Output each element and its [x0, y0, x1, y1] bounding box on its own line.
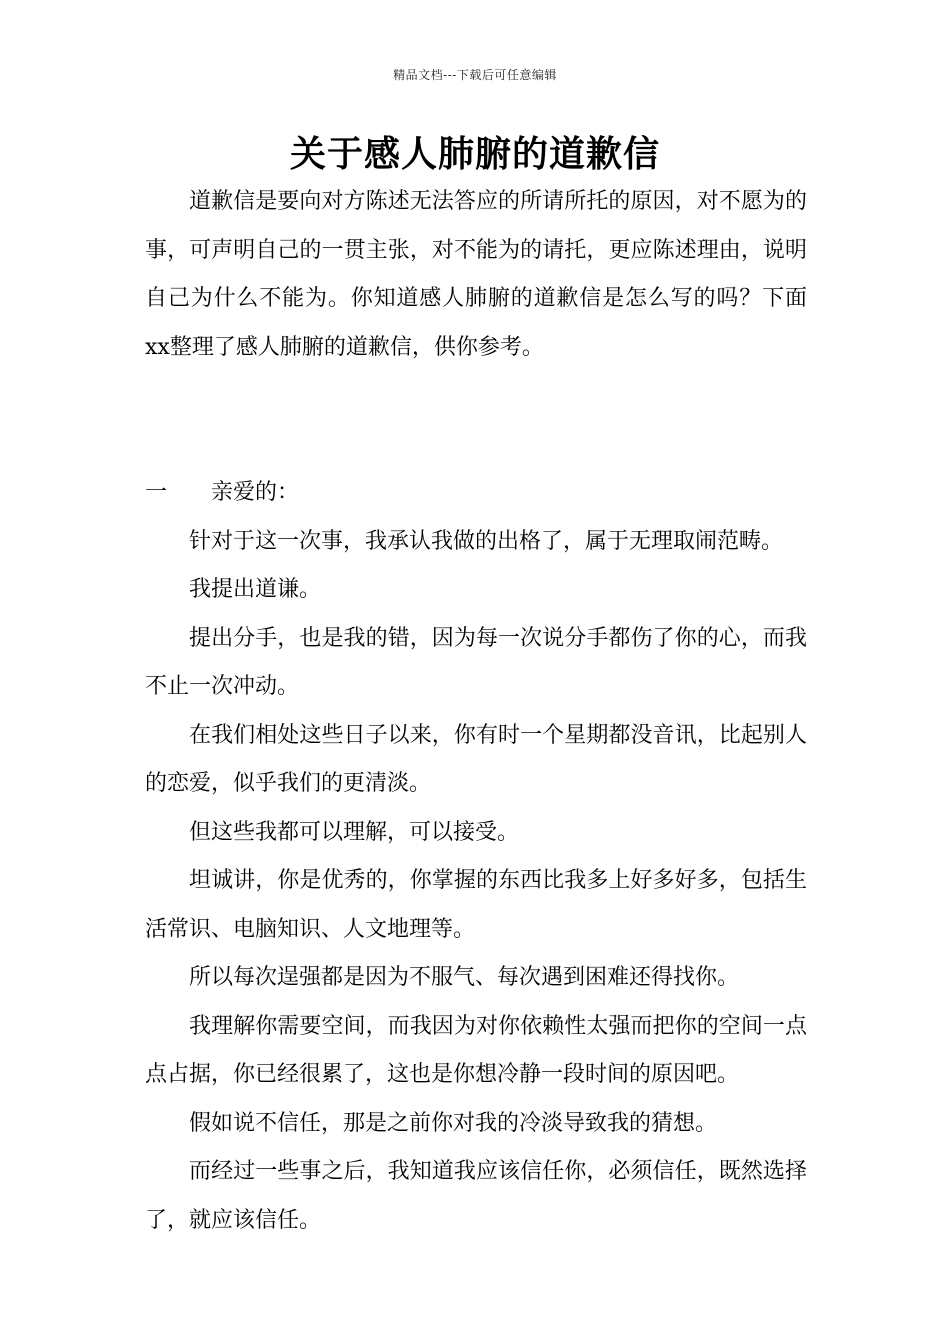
document-title: 关于感人肺腑的道歉信 [289, 133, 660, 175]
document-body [145, 178, 807, 1245]
salutation: 亲爱的： [211, 480, 300, 505]
section-heading [145, 469, 807, 518]
letter-paragraph: 提出分手，也是我的错，因为每一次说分手都伤了你的心，而我不止一次冲动。 [145, 625, 807, 699]
letter-paragraph: 坦诚讲，你是优秀的，你掌握的东西比我多上好多好多，包括生活常识、电脑知识、人文地理等。 [145, 868, 807, 942]
letter-paragraph: 在我们相处这些日子以来，你有时一个星期都没音讯，比起别人的恋爱，似乎我们的更清淡。 [145, 722, 807, 796]
letter-paragraph: 而经过一些事之后，我知道我应该信任你，必须信任，既然选择了，就应该信任。 [145, 1159, 807, 1233]
intro-paragraph: 道歉信是要向对方陈述无法答应的所请所托的原因，对不愿为的事，可声明自己的一贯主张，对不能为的请托，更应陈述理由，说明自己为什么不能为。你知道感人肺腑的道歉信是怎么写的吗？下面xx整理了感人肺腑的道歉信，供你参考。 [145, 189, 807, 360]
header-note: 精品文档---下载后可任意编辑 [393, 68, 557, 82]
letter-paragraph: 我提出道谦。 [189, 577, 322, 602]
letter-paragraph: 但这些我都可以理解，可以接受。 [189, 819, 520, 845]
spacer [145, 372, 807, 469]
letter-paragraph: 所以每次逞强都是因为不服气、每次遇到困难还得找你。 [189, 965, 740, 990]
section-number: 一 [145, 480, 168, 505]
letter-paragraph: 假如说不信任，那是之前你对我的冷淡导致我的猜想。 [189, 1110, 718, 1136]
letter-paragraph: 针对于这一次事，我承认我做的出格了，属于无理取闹范畴。 [189, 528, 784, 554]
letter-paragraph: 我理解你需要空间，而我因为对你依赖性太强而把你的空间一点点占据，你已经很累了，这也是你想冷静一段时间的原因吧。 [145, 1013, 807, 1087]
